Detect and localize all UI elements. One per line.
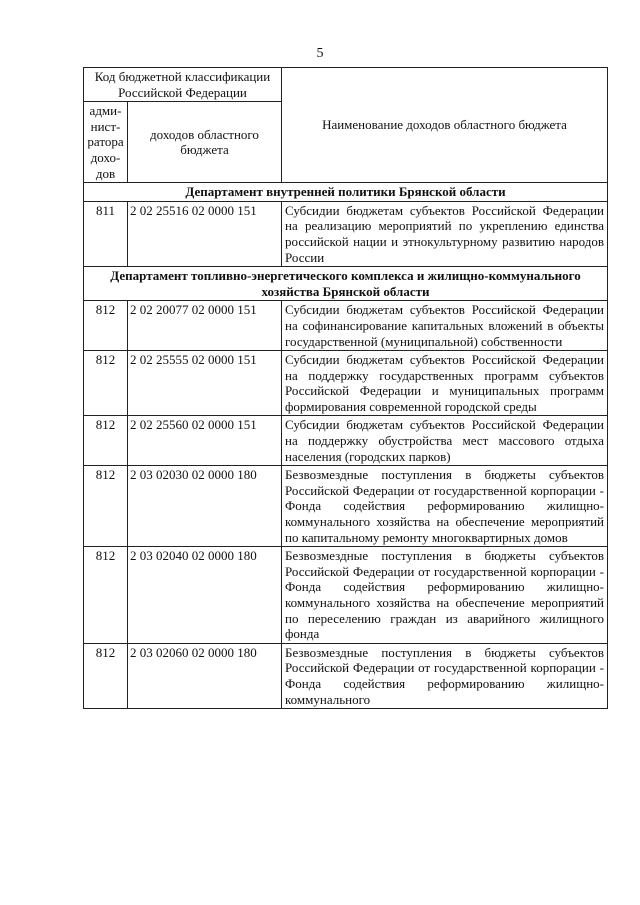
admin-code-cell: 811 [84, 201, 128, 266]
section-title: Департамент топливно-энергетического комплекса и жилищно-коммунального хозяйства Брянской области [84, 267, 608, 301]
page-number: 5 [316, 46, 324, 61]
budget-code-cell: 2 03 02060 02 0000 180 [128, 643, 282, 708]
admin-code-cell: 812 [84, 416, 128, 466]
table-row [84, 301, 608, 351]
section-title: Департамент внутренней политики Брянской области [84, 183, 608, 202]
header-code-group: Код бюджетной классификации Российской Федерации [84, 68, 282, 102]
revenue-name-cell: Безвозмездные поступления в бюджеты субъектов Российской Федерации от государственной корпорации - Фонда содействия реформированию жилищно-коммунального [282, 643, 608, 708]
admin-code-cell: 812 [84, 301, 128, 351]
header-name-column: Наименование доходов областного бюджета [282, 68, 608, 183]
section-row [84, 183, 608, 202]
admin-code-cell: 812 [84, 351, 128, 416]
header-row-top [84, 68, 608, 102]
table-row [84, 351, 608, 416]
admin-code-cell: 812 [84, 643, 128, 708]
budget-code-cell: 2 02 25560 02 0000 151 [128, 416, 282, 466]
admin-code-cell: 812 [84, 547, 128, 644]
section-row [84, 267, 608, 301]
table-row [84, 416, 608, 466]
budget-code-cell: 2 03 02030 02 0000 180 [128, 466, 282, 547]
revenue-name-cell: Субсидии бюджетам субъектов Российской Федерации на софинансирование капитальных вложений в объекты государственной (муниципальной) собственности [282, 301, 608, 351]
header-income-column: доходов областного бюджета [128, 102, 282, 183]
budget-code-cell: 2 02 20077 02 0000 151 [128, 301, 282, 351]
table-row [84, 547, 608, 644]
table-row [84, 643, 608, 708]
table-row [84, 466, 608, 547]
budget-code-cell: 2 02 25555 02 0000 151 [128, 351, 282, 416]
budget-code-cell: 2 02 25516 02 0000 151 [128, 201, 282, 266]
revenue-name-cell: Субсидии бюджетам субъектов Российской Федерации на поддержку обустройства мест массового отдыха населения (городских парков) [282, 416, 608, 466]
revenue-name-cell: Безвозмездные поступления в бюджеты субъектов Российской Федерации от государственной корпорации - Фонда содействия реформированию жилищно-коммунального хозяйства на обеспечение мероприятий по капитальному ремонту многоквартирных домов [282, 466, 608, 547]
admin-code-cell: 812 [84, 466, 128, 547]
revenue-name-cell: Субсидии бюджетам субъектов Российской Федерации на поддержку государственных программ субъектов Российской Федерации и муниципальных программ формирования современной городской среды [282, 351, 608, 416]
table-row [84, 201, 608, 266]
header-admin-column: адми- нист- ратора дохо- дов [84, 102, 128, 183]
revenue-name-cell: Субсидии бюджетам субъектов Российской Федерации на реализацию мероприятий по укреплению единства российской нации и этнокультурному развитию народов России [282, 201, 608, 266]
revenue-name-cell: Безвозмездные поступления в бюджеты субъектов Российской Федерации от государственной корпорации - Фонда содействия реформированию жилищно-коммунального хозяйства на обеспечение мероприятий по переселению граждан из аварийного жилищного фонда [282, 547, 608, 644]
revenue-classification-table [83, 67, 608, 709]
budget-code-cell: 2 03 02040 02 0000 180 [128, 547, 282, 644]
